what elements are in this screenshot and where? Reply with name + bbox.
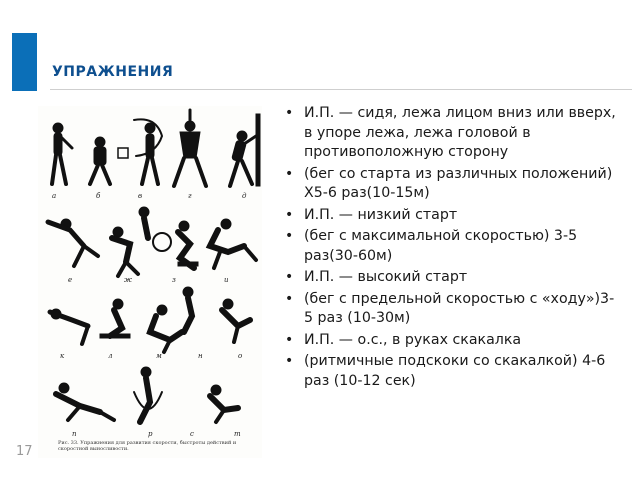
list-item-text: (бег с максимальной скоростью) 3-5 раз(30-60м) [304,228,578,264]
figure-letter: л [108,352,113,360]
bullet-icon: • [285,269,294,285]
figure-letter: с [190,430,194,438]
list-item [282,352,622,391]
figure-letter: е [68,276,73,284]
figure-letter: б [96,192,101,200]
bullet-icon: • [285,206,294,223]
accent-bar [12,33,37,91]
list-item-text: И.П. — высокий старт [304,269,468,285]
bullet-icon: • [285,105,294,121]
figure-caption: Рис. 33. Упражнения для развития скорости, быстроты действий и скоростной выносливости. [58,440,237,452]
list-item [282,331,622,351]
figure-letter: в [138,192,143,200]
bullet-icon: • [285,353,294,369]
list-item-text: И.П. — сидя, лежа лицом вниз или вверх, в упоре лежа, лежа головой в противоположную сторону [304,105,616,160]
page-number: 17 [16,444,33,459]
bullet-icon: • [285,290,294,307]
figure-letter: д [242,192,247,200]
list-item-text: И.П. — низкий старт [304,206,458,223]
exercise-list [282,104,622,393]
figure-letter: м [156,352,162,360]
list-item [282,268,622,288]
figure-letter: з [172,276,176,284]
figure-row-1 [52,110,260,186]
figure-row-2 [48,207,256,276]
figure-letter: о [238,352,243,360]
figure-letter: и [224,276,229,284]
list-item-text: (бег с предельной скоростью с «ходу»)3-5 раз (10-30м) [304,290,615,326]
list-item-text: (ритмичные подскоки со скакалкой) 4-6 раз (10-12 сек) [304,353,606,389]
bullet-icon: • [285,165,294,182]
figure-letter: п [72,430,77,438]
figure-letter: а [52,192,57,200]
slide-title: УПРАЖНЕНИЯ [52,64,174,80]
figure-letter: т [234,430,241,438]
list-item [282,165,622,204]
list-item [282,227,622,266]
figure-row-4 [56,367,238,422]
list-item-text: (бег со старта из различных положений) Х5-6 раз(10-15м) [304,165,613,201]
figure-letter: р [148,430,153,438]
list-item [282,290,622,329]
figure-row-3 [50,287,250,352]
figure-letter: ж [124,276,132,284]
list-item [282,104,622,163]
title-divider [50,89,632,90]
bullet-icon: • [285,331,294,348]
list-item [282,206,622,226]
list-item-text: И.П. — о.с., в руках скакалка [304,331,522,348]
exercise-illustration [38,106,262,458]
athlete-silhouettes [38,106,262,458]
bullet-icon: • [285,228,294,244]
figure-letter: г [188,192,192,200]
figure-letter: к [60,352,65,360]
figure-letter: н [198,352,203,360]
